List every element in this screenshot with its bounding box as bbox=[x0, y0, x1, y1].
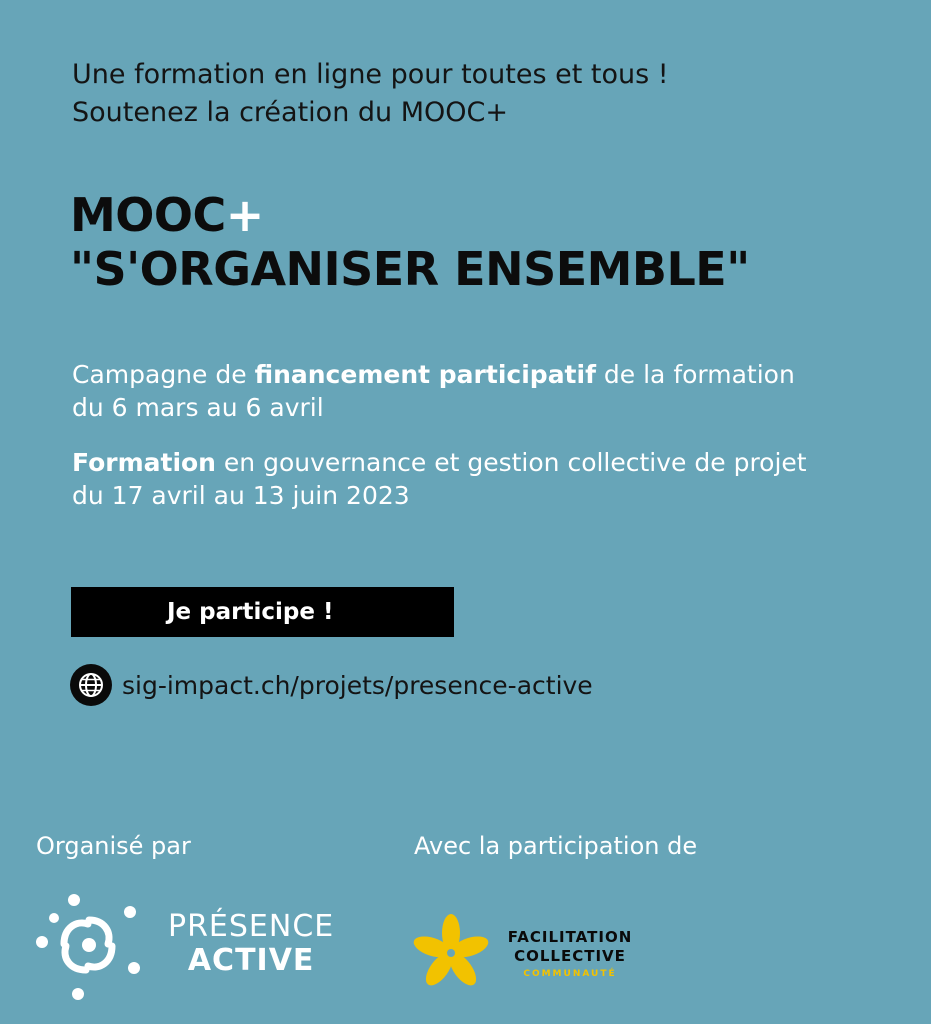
globe-icon bbox=[70, 664, 112, 706]
training-dates: du 17 avril au 13 juin 2023 bbox=[72, 481, 410, 510]
organizer-label: Organisé par bbox=[36, 832, 191, 860]
facilitation-line-3: COMMUNAUTÉ bbox=[523, 969, 617, 979]
partner-label: Avec la participation de bbox=[414, 832, 698, 860]
training-bold: Formation bbox=[72, 448, 216, 477]
intro-text bbox=[72, 56, 669, 132]
campaign-bold: financement participatif bbox=[254, 360, 596, 389]
intro-line-2: Soutenez la création du MOOC+ bbox=[72, 97, 508, 128]
intro-line-1: Une formation en ligne pour toutes et tous ! bbox=[72, 59, 669, 90]
training-info bbox=[72, 446, 807, 512]
project-link-text: sig-impact.ch/projets/presence-active bbox=[122, 670, 593, 700]
participate-button[interactable] bbox=[71, 587, 454, 637]
title-mooc: MOOC bbox=[70, 188, 226, 242]
facilitation-line-2: COLLECTIVE bbox=[514, 947, 626, 965]
campaign-info bbox=[72, 358, 795, 424]
presence-active-line-2: ACTIVE bbox=[187, 943, 315, 978]
title-subtitle: "S'ORGANISER ENSEMBLE" bbox=[70, 242, 750, 296]
project-link[interactable] bbox=[70, 664, 593, 706]
campaign-suffix: de la formation bbox=[595, 360, 795, 389]
campaign-dates: du 6 mars au 6 avril bbox=[72, 393, 324, 422]
presence-active-wordmark bbox=[168, 910, 334, 978]
presence-active-line-1: PRÉSENCE bbox=[168, 909, 335, 944]
facilitation-line-1: FACILITATION bbox=[507, 928, 633, 946]
training-suffix: en gouvernance et gestion collective de projet bbox=[215, 448, 807, 477]
campaign-prefix: Campagne de bbox=[72, 360, 255, 389]
presence-active-logo-icon bbox=[34, 890, 144, 1004]
participate-button-label: Je participe ! bbox=[167, 599, 334, 625]
title-plus: + bbox=[225, 188, 264, 242]
facilitation-collective-wordmark bbox=[496, 928, 644, 982]
page-title bbox=[70, 188, 750, 296]
facilitation-flower-icon bbox=[410, 912, 492, 998]
